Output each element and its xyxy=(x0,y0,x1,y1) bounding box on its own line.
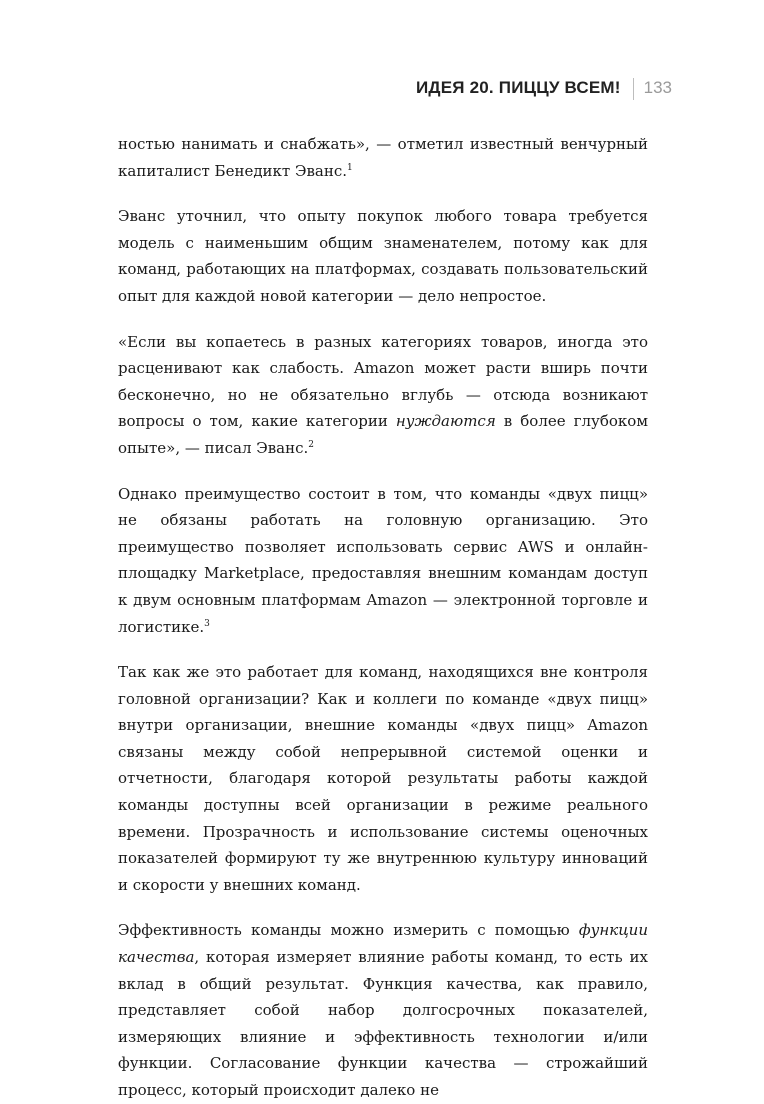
paragraph-text: «Если вы копаетесь в разных категориях товаров, иногда это расценивают как слабость. Amazon может расти вширь почти бесконечно, но не обязательно вглубь — отсюда возникают вопросы о том, какие категории xyxy=(118,332,648,431)
header-divider xyxy=(633,78,634,100)
paragraph-text: , которая измеряет влияние работы команд, то есть их вклад в общий результат. Функция качества, как правило, представляет собой набор долгосрочных показателей, измеряющих влияние и эффективность технологии и/или функции. Согласование функции качества — строжайший процесс, который происходит далеко не xyxy=(118,948,648,1099)
running-header xyxy=(416,78,672,100)
emphasis-text: функции качества xyxy=(118,921,648,967)
page-number: 133 xyxy=(643,78,672,97)
paragraph-text: Эванс уточнил, что опыту покупок любого товара требуется модель с наименьшим общим знаменателем, потому как для команд, работающих на платформах, создавать пользовательский опыт для каждой новой категории — дело непростое. xyxy=(118,207,648,305)
paragraph-4 xyxy=(118,481,648,641)
paragraph-text: ностью нанимать и снабжать», — отметил известный венчурный капиталист Бенедикт Эванс. xyxy=(118,135,648,180)
paragraph-text: Так как же это работает для команд, находящихся вне контроля головной организации? Как и коллеги по команде «двух пицц» внутри организации, внешние команды «двух пицц» Amazon связаны между собой непрерывной системой оценки и отчетности, благодаря которой результаты работы каждой команды доступны всей организации в режиме реального времени. Прозрачность и использование системы оценочных показателей формируют ту же внутреннюю культуру инноваций и скорости у внешних команд. xyxy=(118,663,648,894)
paragraph-text: Однако преимущество состоит в том, что команды «двух пицц» не обязаны работать на головную организацию. Это преимущество позволяет использовать сервис AWS и онлайн-площадку Marketplace, предоставляя внешним командам доступ к двум основным платформам Amazon — электронной торговле и логистике. xyxy=(118,484,648,636)
footnote-ref-2: 2 xyxy=(308,439,315,450)
paragraph-3-quote xyxy=(118,329,648,462)
paragraph-1 xyxy=(118,131,648,184)
paragraph-text: Эффективность команды можно измерить с помощью xyxy=(118,921,579,940)
body-text xyxy=(118,131,648,1104)
paragraph-2 xyxy=(118,203,648,309)
paragraph-text: в более глубоком опыте», — писал Эванс. xyxy=(118,412,648,457)
footnote-ref-1: 1 xyxy=(347,162,353,173)
paragraph-6 xyxy=(118,917,648,1103)
footnote-ref-3: 3 xyxy=(204,618,210,629)
paragraph-5 xyxy=(118,659,648,898)
emphasis-text: нуждаются xyxy=(395,412,496,431)
chapter-title: ИДЕЯ 20. ПИЦЦУ ВСЕМ! xyxy=(416,78,621,97)
